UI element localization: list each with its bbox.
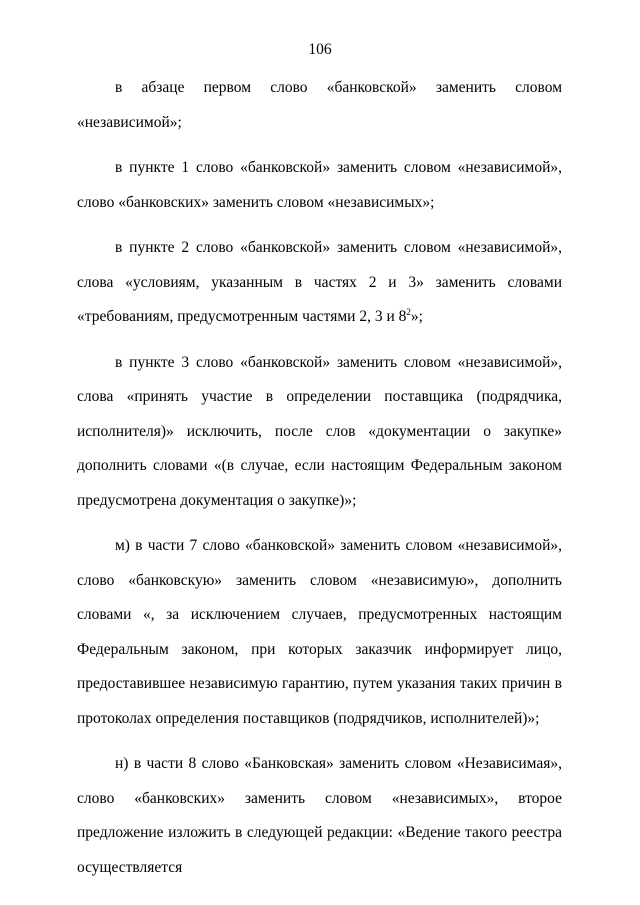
paragraph-punkt-2-text: в пункте 2 слово «банковской» заменить словом «независимой», слова «условиям, указанным в частях 2 и 3» заменить словами «требованиям, предусмотренным частями 2, 3 и 8 <box>77 239 562 325</box>
paragraph-n-chast-8: н) в части 8 слово «Банковская» заменить словом «Независимая», слово «банковских» заменить словом «независимых», второе предложение изложить в следующей редакции: «Ведение такого реестра осуществляется <box>77 755 562 876</box>
paragraph-punkt-2-ending: »; <box>410 308 423 325</box>
paragraph-abzac-first: в абзаце первом слово «банковской» заменить словом «независимой»; <box>77 79 562 131</box>
superscript-index: 2 <box>406 306 411 317</box>
page-number: 106 <box>308 41 332 58</box>
document-body <box>77 71 562 896</box>
paragraph-m-chast-7: м) в части 7 слово «банковской» заменить словом «независимой», слово «банковскую» заменить словом «независимую», дополнить словами «, за исключением случаев, предусмотренных настоящим Федеральным законом, при которых заказчик информирует лицо, предоставившее независимую гарантию, путем указания таких причин в протоколах определения поставщиков (подрядчиков, исполнителей)»; <box>77 537 562 727</box>
paragraph-punkt-3: в пункте 3 слово «банковской» заменить словом «независимой», слова «принять участие в определении поставщика (подрядчика, исполнителя)» исключить, после слов «документации о закупке» дополнить словами «(в случае, если настоящим Федеральным законом предусмотрена документация о закупке)»; <box>77 353 562 509</box>
paragraph-punkt-2 <box>77 231 562 335</box>
paragraph-punkt-1: в пункте 1 слово «банковской» заменить словом «независимой», слово «банковских» заменить словом «независимых»; <box>77 159 562 211</box>
